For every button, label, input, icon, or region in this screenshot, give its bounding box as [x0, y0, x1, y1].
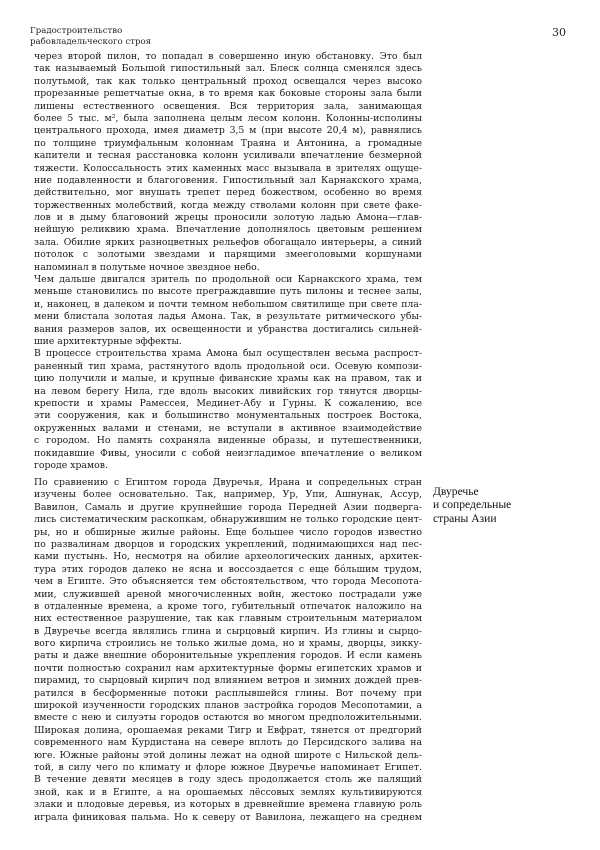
text-line: злаки и плодовые деревья, из которых в древнейшие времена главную роль	[34, 799, 422, 811]
text-line: тура этих городов далеко не ясна и воссоздается с еще бóльшим трудом,	[34, 563, 422, 575]
text-line: шие архитектурные эффекты.	[34, 335, 182, 347]
text-line: В течение девяти месяцев в году здесь продолжается столь же палящий	[34, 774, 422, 786]
text-line: в Двуречье всегда являлись глина и сырцовый кирпич. Из глины и сырцо-	[34, 625, 422, 637]
section-heading-line: Двуречье	[433, 485, 479, 498]
text-line: ры, но и обширные жилые районы. Еще большее число городов известно	[34, 526, 422, 538]
text-line: мии, служившей ареной многочисленных войн, жестоко пострадали уже	[34, 588, 422, 600]
text-line: капители и тесная расстановка колонн усиливали впечатление безмерной	[34, 150, 422, 162]
text-line: тяжести. Колоссальность этих каменных масс вызывала в зрителях ощуще-	[34, 162, 422, 174]
text-line: покидавшие Фивы, уносили с собой неизгладимое впечатление о великом	[34, 447, 422, 459]
page-number: 30	[552, 26, 566, 39]
text-line: в отдаленные времена, а кроме того, губительный отпечаток наложило на	[34, 600, 422, 612]
text-line: по развалинам дворцов и городских укреплений, поднимающихся над пес-	[34, 538, 422, 550]
running-head	[30, 26, 151, 48]
text-line: По сравнению с Египтом города Двуречья, Ирана и сопредельных стран	[34, 477, 422, 488]
text-line: потолок с золотыми звездами и парящими змееголовыми коршунами	[34, 249, 422, 261]
text-line: вого кирпича строились не только жилые дома, но и храмы, дворцы, зикку-	[34, 638, 422, 650]
text-line: зной, как и в Египте, а на орошаемых лёссовых землях культивируются	[34, 786, 422, 798]
text-line: меньше становились по высоте преграждавшие путь пилоны и теснее залы,	[34, 286, 422, 298]
text-line: пирамид, то сырцовый кирпич под влиянием ветров и зимних дождей прев-	[34, 675, 422, 687]
section-heading-line: и сопредельные	[433, 498, 512, 512]
text-line: действительно, мог внушать трепет перед божеством, особенно во время	[34, 187, 422, 199]
text-line: изучены более основательно. Так, например, Ур, Упи, Ашнунак, Ассур,	[34, 489, 422, 501]
text-line: через второй пилон, то попадал в совершенно иную обстановку. Это был	[34, 51, 422, 62]
section-mesopotamia-text	[34, 477, 422, 824]
text-line: крепости и храмы Рамессея, Мединет-Абу и Гурны. К сожалению, все	[34, 397, 422, 409]
text-line: В процессе строительства храма Амона был осуществлен весьма распрост-	[34, 348, 422, 360]
text-line: вместе с нею и силуэты городов остаются во многом предположительными.	[34, 712, 422, 724]
text-line: Вавилон, Самаль и другие крупнейшие города Передней Азии подверга-	[34, 501, 422, 513]
text-line: по толщине триумфальным колоннам Траяна и Антонина, а громадные	[34, 137, 422, 149]
running-head-line-1: Градостроительство	[30, 26, 123, 36]
text-line: раты и даже внешние оборонительные укрепления городов. И если камень	[34, 650, 422, 662]
text-line: широкой изученности городских планов застройка городов Месопотамии, а	[34, 700, 422, 712]
text-line: и, наконец, в далеком и почти темном небольшом святилище при свете пла-	[34, 298, 422, 310]
text-line: играла финиковая пальма. Но к северу от Вавилона, лежащего на среднем	[34, 811, 422, 823]
text-line: центрального прохода, имея диаметр 3,5 м (при высоте 20,4 м), равнялись	[34, 125, 422, 137]
text-line: ние подавленности и благоговения. Гипостильный зал Карнакского храма,	[34, 174, 422, 186]
text-line: вания размеров залов, их освещенности и убранства достигались сильней-	[34, 323, 422, 335]
text-line: лишены естественного освещения. Вся территория зала, занимающая	[34, 100, 422, 112]
text-line: Чем дальше двигался зритель по продольной оси Карнакского храма, тем	[34, 274, 422, 286]
text-line: лись систематическим раскопкам, обнаружившим не только городские цент-	[34, 514, 422, 526]
text-line: зала. Обилие ярких разноцветных рельефов обогащало интерьеры, а синий	[34, 236, 422, 248]
text-line: торжественных молебствий, когда между стволами колонн при свете факе-	[34, 199, 422, 211]
text-line: чем в Египте. Это объясняется тем обстоятельством, что города Месопота-	[34, 576, 422, 588]
text-line: лов и в дыму благовоний жрецы проносили золотую ладью Амона—глав-	[34, 212, 422, 224]
text-line: с городом. Но память сохраняла виденные образы, и путешественники,	[34, 435, 422, 447]
text-line: прорезанные решетчатые окна, в то время как боковые стороны зала были	[34, 88, 422, 100]
text-line: цию получили и малые, и крупные фиванские храмы как на правом, так и	[34, 373, 422, 385]
section-egypt-text	[34, 51, 422, 472]
text-line: мени блистала золотая ладья Амона. Так, в результате ритмического убы-	[34, 311, 422, 323]
text-line: так называемый Большой гипостильный зал. Блеск солнца сменялся здесь	[34, 63, 422, 75]
text-line: юге. Южные районы этой долины лежат на одной широте с Нильской дель-	[34, 749, 422, 761]
text-line: ратился в бесформенные потоки расплывшейся глины. Вот почему при	[34, 687, 422, 699]
text-line: ками пустынь. Но, несмотря на обилие археологических данных, архитек-	[34, 551, 422, 563]
text-line: напоминал в полутьме ночное звездное небо.	[34, 261, 260, 273]
running-head-line-2: рабовладельческого строя	[30, 37, 152, 47]
text-line: окруженных валами и стенами, не вступали в активное взаимодействие	[34, 422, 422, 434]
section-heading-line: страны Азии	[433, 511, 497, 525]
text-line: той, в силу чего по климату и флоре южное Двуречье напоминает Египет.	[34, 761, 422, 773]
text-line: полутьмой, так как только центральный проход освещался через высоко	[34, 75, 422, 87]
text-line: современного нам Курдистана на севере вплоть до Персидского залива на	[34, 737, 422, 749]
text-line: нейшую реликвию храма. Впечатление дополнялось цветовым решением	[34, 224, 422, 236]
text-line: Широкая долина, орошаемая реками Тигр и Евфрат, тянется от предгорий	[34, 724, 422, 736]
section-heading-mesopotamia	[433, 485, 511, 525]
text-line: раненный тип храма, растянутого вдоль продольной оси. Осевую компози-	[34, 360, 422, 372]
text-line: них естественное разрушение, так как главным строительным материалом	[34, 613, 422, 625]
text-line: эти сооружения, как и большинство монументальных построек Востока,	[34, 410, 422, 422]
text-line: на левом берегу Нила, где вдоль высоких ливийских гор тянутся дворцы-	[34, 385, 422, 397]
text-line: более 5 тыс. м², была заполнена целым лесом колонн. Колонны-исполины	[34, 112, 422, 124]
text-line: почти полностью сохранил нам архитектурные формы египетских храмов и	[34, 662, 422, 674]
text-line: городе храмов.	[34, 459, 108, 471]
